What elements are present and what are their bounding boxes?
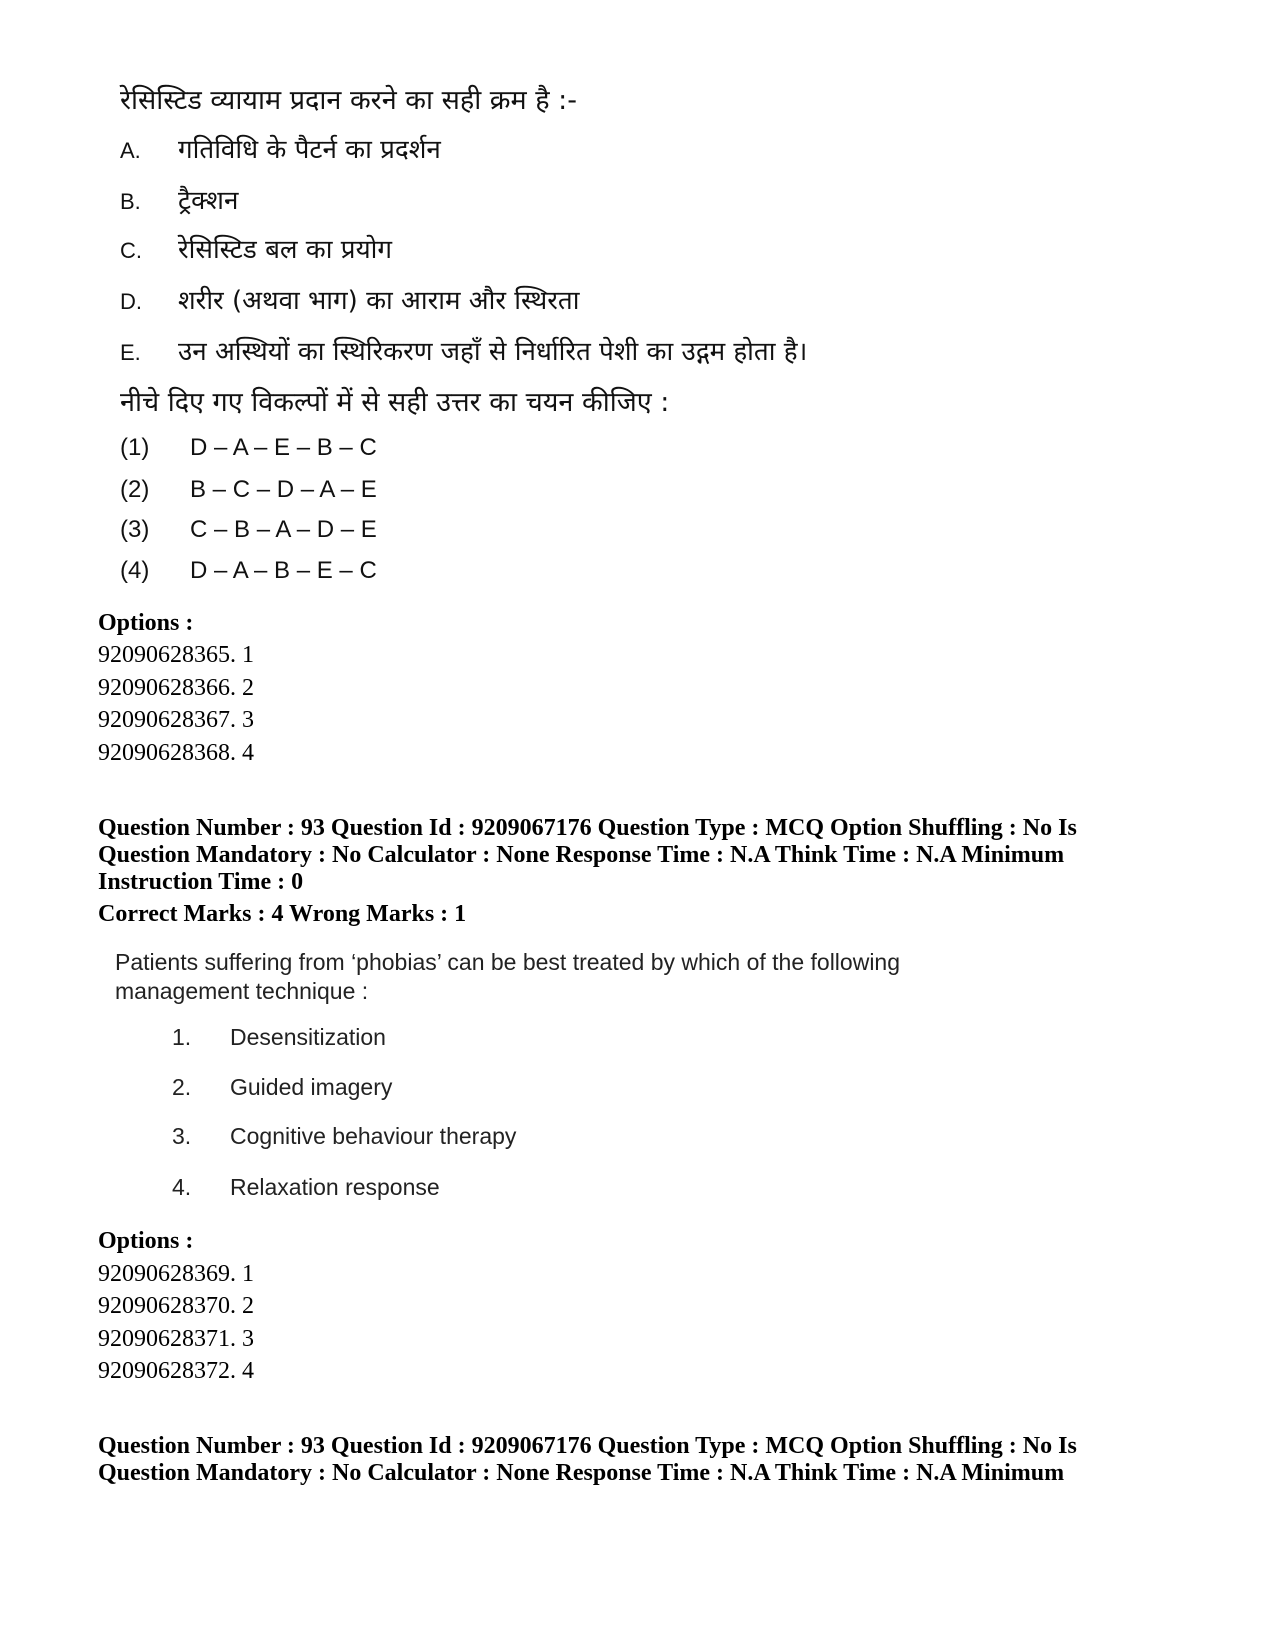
marks-line: Correct Marks : 4 Wrong Marks : 1 [98,901,467,927]
question-stem [115,948,1015,1006]
statement-key: D. [120,289,142,314]
choice-text: D – A – E – B – C [190,434,377,461]
statement-key: C. [120,238,142,263]
statement-text: रेसिस्टिड बल का प्रयोग [178,235,393,265]
option-line: 92090628368. 4 [98,740,254,766]
options-heading: Options : [98,1228,194,1254]
option-line: 92090628365. 1 [98,642,254,668]
choice-3 [120,516,377,544]
stem-line: Patients suffering from ‘phobias’ can be best treated by which of the following [115,949,901,975]
item-number: 1. [172,1024,192,1050]
option-line: 92090628366. 2 [98,675,254,701]
item-text: Desensitization [230,1024,386,1050]
choice-key: (4) [120,557,150,584]
meta-line: Question Mandatory : No Calculator : None Response Time : N.A Think Time : N.A Minimum [98,842,1065,868]
choice-key: (3) [120,516,150,543]
option-line: 92090628371. 3 [98,1326,254,1352]
meta-line: Question Number : 93 Question Id : 9209067176 Question Type : MCQ Option Shuffling : No Is [98,1433,1077,1459]
options-heading: Options : [98,610,194,636]
answer-item-1 [172,1024,386,1051]
option-line: 92090628372. 4 [98,1358,254,1384]
meta-line: Question Number : 93 Question Id : 9209067176 Question Type : MCQ Option Shuffling : No Is [98,815,1077,841]
question-instruction: नीचे दिए गए विकल्पों में से सही उत्तर का चयन कीजिए : [120,387,670,418]
statement-key: E. [120,340,141,365]
item-number: 3. [172,1123,192,1149]
choice-text: C – B – A – D – E [190,516,377,543]
choice-text: D – A – B – E – C [190,557,377,584]
statement-text: शरीर (अथवा भाग) का आराम और स्थिरता [178,286,580,316]
statement-text: गतिविधि के पैटर्न का प्रदर्शन [178,135,441,165]
stem-line: management technique : [115,978,369,1004]
statement-e [120,332,807,368]
option-line: 92090628367. 3 [98,707,254,733]
statement-a [120,130,441,166]
item-number: 2. [172,1074,192,1100]
statement-d [120,281,579,317]
choice-text: B – C – D – A – E [190,476,377,503]
answer-item-2 [172,1074,392,1101]
statement-c [120,230,392,266]
statement-key: A. [120,138,141,163]
meta-line: Question Mandatory : No Calculator : None Response Time : N.A Think Time : N.A Minimum [98,1460,1065,1486]
choice-key: (2) [120,476,150,503]
item-number: 4. [172,1174,192,1200]
statement-b [120,181,238,217]
answer-item-4 [172,1174,440,1201]
item-text: Guided imagery [230,1074,393,1100]
choice-1 [120,434,377,462]
statement-text: उन अस्थियों का स्थिरिकरण जहाँ से निर्धारित पेशी का उद्गम होता है। [178,337,808,367]
meta-line: Instruction Time : 0 [98,869,304,895]
question-stem: रेसिस्टिड व्यायाम प्रदान करने का सही क्रम है :- [120,85,577,116]
statement-key: B. [120,189,141,214]
choice-key: (1) [120,434,150,461]
item-text: Relaxation response [230,1174,440,1200]
statement-text: ट्रैक्शन [178,186,239,216]
option-line: 92090628370. 2 [98,1293,254,1319]
item-text: Cognitive behaviour therapy [230,1123,517,1149]
option-line: 92090628369. 1 [98,1261,254,1287]
choice-4 [120,557,377,585]
answer-item-3 [172,1123,516,1150]
choice-2 [120,476,377,504]
